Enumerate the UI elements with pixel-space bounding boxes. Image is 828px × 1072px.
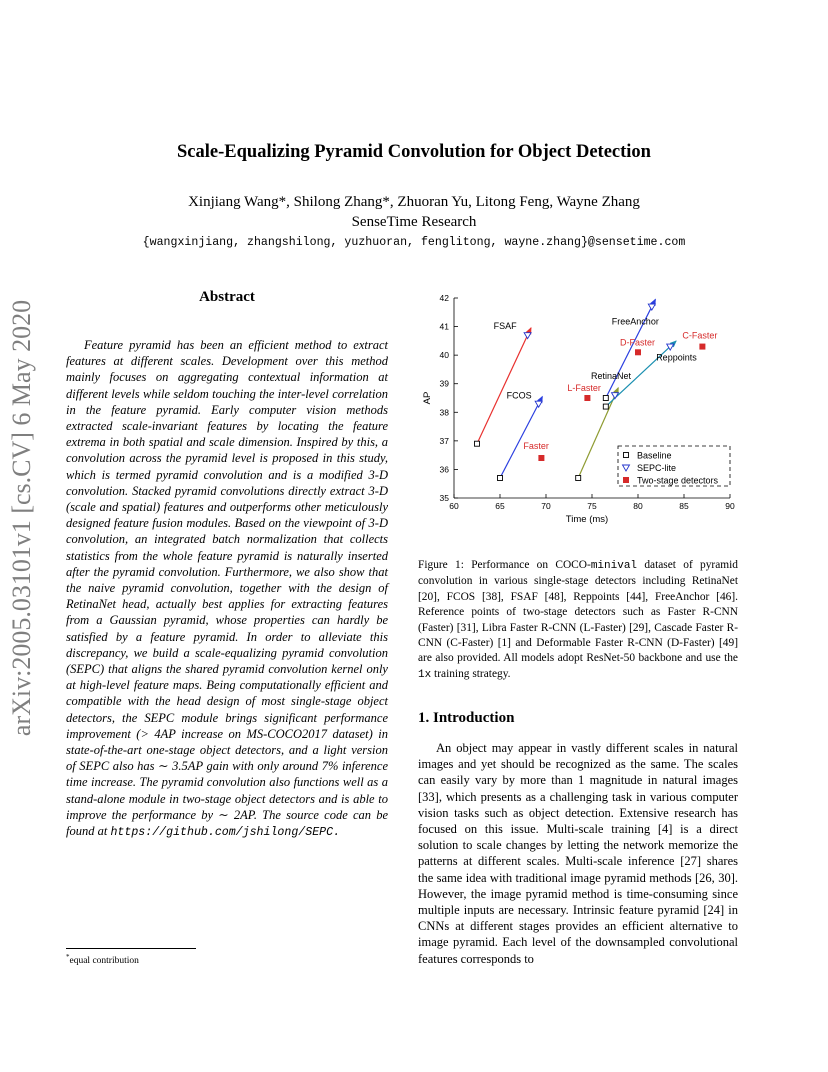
- chart-axes: [422, 293, 735, 525]
- abstract-text: [66, 337, 388, 841]
- sepc-point-fsaf: [524, 333, 531, 339]
- two-stage-label-d-faster: D-Faster: [620, 337, 656, 348]
- x-tick-label: 75: [587, 501, 597, 511]
- caption-part-1: Figure 1: Performance on COCO-: [418, 559, 591, 571]
- paper-emails: {wangxinjiang, zhangshilong, yuzhuoran, fenglitong, wayne.zhang}@sensetime.com: [142, 236, 686, 249]
- chart-legend: [618, 446, 730, 486]
- detector-label-freeanchor: FreeAnchor: [611, 316, 659, 327]
- abstract-body: Feature pyramid has been an efficient method to extract features at different scales. Development over this method mainly focuses on aggregating contextual information at different levels while seldom touching the inter-level correlation in the feature pyramid. Early computer vision methods extracted scale-invariant features by locating the feature extrema in both spatial and scale dimension. Inspired by this, a convolution across the pyramid level is proposed in this study, which is termed pyramid convolution and is a modified 3-D convolution. Stacked pyramid convolutions directly extract 3-D (scale and spatial) features and outperforms other meticulously designed feature fusion modules. Based on the viewpoint of 3-D convolution, an integrated batch normalization that collects statistics from the whole feature pyramid is naturally inserted after the pyramid convolution. Furthermore, we also show that the naive pyramid convolution, together with the design of RetinaNet head, actually best applies for extracting features from a Gaussian pyramid, whose properties can hardly be satisfied by a feature pyramid. In order to alleviate this discrepancy, we build a scale-equalizing pyramid convolution (SEPC) that aligns the shared pyramid convolution kernel only at high-level feature maps. Being computationally efficient and compatible with the head design of most single-stage object detectors, the SEPC module brings significant performance improvement (> 4AP increase on MS-COCO2017 dataset) in state-of-the-art one-stage object detectors, and a light version of SEPC also has ∼ 3.5AP gain with only around 7% inference time increase. The pyramid convolution also functions well as a stand-alone module in two-stage object detectors and is able to improve the performance by ∼ 2AP. The source code can be found at: [66, 338, 388, 839]
- y-tick-label: 36: [439, 464, 449, 475]
- y-tick-label: 38: [439, 407, 449, 418]
- x-tick-label: 80: [633, 501, 643, 511]
- legend-marker-two-stage: [623, 477, 629, 483]
- arrow-fcos: [500, 397, 542, 478]
- arxiv-sidebar: [0, 283, 44, 753]
- y-axis-title: AP: [422, 391, 433, 405]
- legend-label: SEPC-lite: [637, 463, 677, 473]
- abstract-heading: Abstract: [199, 289, 255, 305]
- sepc-point-freeanchor: [648, 304, 655, 310]
- legend-label: Baseline: [637, 450, 672, 461]
- caption-part-2: dataset of pyramid convolution in various single-stage detectors including RetinaNet [20], FCOS [38], FSAF [48], Reppoints [44], FreeAnchor [46]. Reference points of two-stage detectors such as Faster R-CNN (Faster) [31], Libra Faster R-CNN (L-Faster) [29], Cascade Faster R-CNN (C-Faster) [1] and Deformable Faster R-CNN (D-Faster) [49] are also provided. All models adopt ResNet-50 backbone and use the: [418, 559, 738, 665]
- figure-caption: [418, 558, 738, 683]
- caption-mono-1: minival: [590, 560, 638, 572]
- paper-authors: Xinjiang Wang*, Shilong Zhang*, Zhuoran Yu, Litong Feng, Wayne Zhang: [188, 194, 640, 210]
- x-tick-label: 65: [495, 501, 505, 511]
- baseline-point-reppoints: [603, 404, 608, 409]
- y-tick-label: 39: [439, 378, 449, 389]
- baseline-point-freeanchor: [603, 396, 608, 401]
- detector-label-reppoints: Reppoints: [656, 352, 697, 363]
- x-tick-label: 60: [449, 501, 459, 511]
- legend-marker-baseline: [624, 453, 629, 458]
- x-tick-label: 85: [679, 501, 689, 511]
- introduction-heading: 1. Introduction: [418, 710, 515, 726]
- footnote-marker: *: [66, 953, 70, 961]
- two-stage-point-l-faster: [584, 395, 590, 401]
- two-stage-point-c-faster: [699, 344, 705, 350]
- baseline-point-fsaf: [475, 441, 480, 446]
- paper-title: Scale-Equalizing Pyramid Convolution for Object Detection: [177, 142, 651, 162]
- baseline-point-retinanet: [576, 476, 581, 481]
- footnote: [66, 953, 139, 966]
- two-stage-label-c-faster: C-Faster: [682, 330, 718, 341]
- x-axis-title: Time (ms): [565, 514, 609, 525]
- two-stage-label-l-faster: L-Faster: [567, 383, 601, 393]
- y-tick-label: 37: [439, 435, 449, 446]
- source-code-url[interactable]: https://github.com/jshilong/SEPC.: [110, 826, 341, 840]
- footnote-rule: [66, 948, 196, 949]
- arrow-fsaf: [477, 328, 531, 444]
- y-tick-label: 35: [439, 493, 449, 503]
- footnote-text: equal contribution: [69, 956, 139, 967]
- paper-affiliation: SenseTime Research: [351, 214, 477, 230]
- detector-label-fsaf: FSAF: [493, 321, 517, 332]
- legend-label: Two-stage detectors: [637, 475, 719, 486]
- two-stage-point-faster: [538, 455, 544, 461]
- x-tick-label: 70: [541, 501, 551, 511]
- y-tick-label: 40: [439, 350, 449, 361]
- x-tick-label: 90: [725, 501, 735, 511]
- caption-mono-2: 1x: [418, 668, 432, 681]
- introduction-text: An object may appear in vastly different scales in natural images and yet should be recognized as the same. The scales can easily vary by more than 1 magnitude in natural images [33], which presents as a challenging task in various computer vision tasks such as object detection. Extensive research has focused on this issue. Multi-scale training [4] is a direct solution to scale changes by letting the network memorize the patterns at different scales. Multi-scale inference [27] shares the same idea with traditional image pyramid methods [26, 30]. However, the image pyramid method is time-consuming since multiple inputs are necessary. Intrinsic feature pyramid [24] in CNNs at different stages provides an efficient alternative to image pyramid. Each level of the downsampled convolutional features corresponds to: [418, 741, 738, 966]
- y-tick-label: 42: [439, 293, 449, 303]
- figure-1-chart: [410, 290, 740, 530]
- two-stage-point-d-faster: [635, 349, 641, 355]
- arxiv-id: arXiv:2005.03101v1 [cs.CV] 6 May 2020: [7, 299, 36, 737]
- sepc-point-fcos: [535, 401, 542, 407]
- detector-label-retinanet: RetinaNet: [591, 371, 632, 382]
- detector-label-fcos: FCOS: [506, 390, 532, 401]
- y-tick-label: 41: [439, 321, 449, 332]
- baseline-point-fcos: [498, 476, 503, 481]
- two-stage-label-faster: Faster: [523, 441, 549, 451]
- caption-part-3: training strategy.: [431, 667, 511, 680]
